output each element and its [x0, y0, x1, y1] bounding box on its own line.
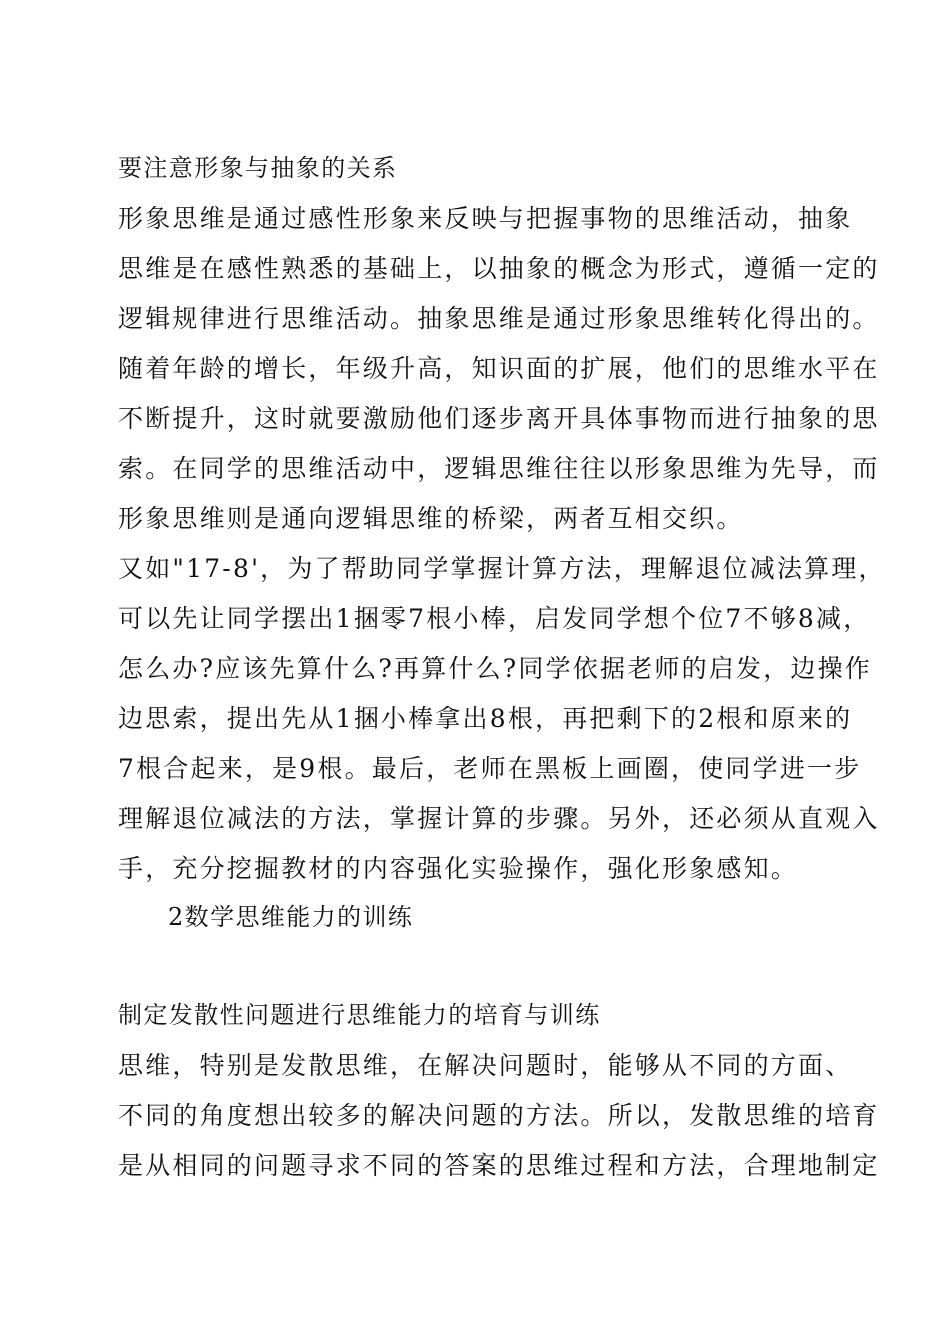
section-heading-image-abstract: 要注意形象与抽象的关系	[118, 154, 398, 182]
paragraph-line: 边思索，提出先从1捆小棒拿出8根，再把剩下的2根和原来的	[118, 704, 853, 733]
paragraph-line: 7根合起来，是9根。最后，老师在黑板上画圈，使同学进一步	[118, 754, 862, 783]
paragraph-line: 可以先让同学摆出1捆零7根小棒，启发同学想个位7不够8减，	[118, 604, 871, 633]
paragraph-line: 随着年龄的增长，年级升高，知识面的扩展，他们的思维水平在	[118, 354, 880, 383]
paragraph-line: 逻辑规律进行思维活动。抽象思维是通过形象思维转化得出的。	[118, 304, 880, 333]
paragraph-line: 形象思维是通过感性形象来反映与把握事物的思维活动，抽象	[118, 204, 853, 233]
section-heading-divergent-questions: 制定发散性问题进行思维能力的培育与训练	[118, 1001, 601, 1029]
paragraph-line: 不同的角度想出较多的解决问题的方法。所以，发散思维的培育	[118, 1101, 880, 1130]
paragraph-line: 理解退位减法的方法，掌握计算的步骤。另外，还必须从直观入	[118, 804, 880, 833]
paragraph-line: 是从相同的问题寻求不同的答案的思维过程和方法，合理地制定	[118, 1151, 880, 1180]
paragraph-line: 思维，特别是发散思维，在解决问题时，能够从不同的方面、	[118, 1051, 853, 1080]
paragraph-line: 索。在同学的思维活动中，逻辑思维往往以形象思维为先导，而	[118, 454, 880, 483]
paragraph-line: 手，充分挖掘教材的内容强化实验操作，强化形象感知。	[118, 854, 799, 883]
paragraph-line: 又如"17-8'，为了帮助同学掌握计算方法，理解退位减法算理，	[118, 554, 886, 583]
paragraph-line: 形象思维则是通向逻辑思维的桥梁，两者互相交织。	[118, 504, 744, 533]
paragraph-line: 思维是在感性熟悉的基础上，以抽象的概念为形式，遵循一定的	[118, 254, 880, 283]
section-heading-math-thinking: 2数学思维能力的训练	[168, 903, 414, 931]
paragraph-line: 怎么办?应该先算什么?再算什么?同学依据老师的启发，边操作	[118, 654, 873, 683]
paragraph-line: 不断提升，这时就要激励他们逐步离开具体事物而进行抽象的思	[118, 404, 880, 433]
